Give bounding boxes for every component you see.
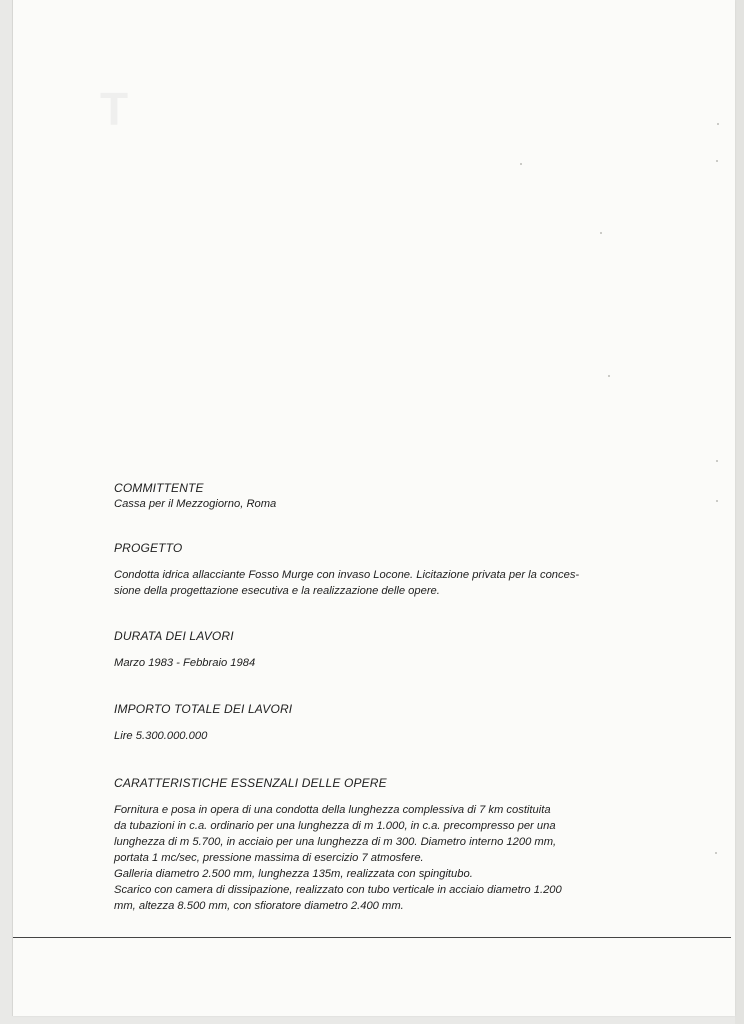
paper-speck bbox=[715, 852, 717, 854]
paper-speck bbox=[717, 123, 719, 125]
paper-speck bbox=[716, 160, 718, 162]
body-line: mm, altezza 8.500 mm, con sfioratore diametro 2.400 mm. bbox=[114, 900, 404, 912]
section-importo-totale bbox=[114, 701, 656, 744]
bottom-divider bbox=[13, 937, 731, 938]
section-body bbox=[114, 496, 656, 512]
section-body bbox=[114, 728, 656, 744]
section-body bbox=[114, 802, 656, 914]
section-caratteristiche bbox=[114, 775, 656, 914]
section-durata-lavori bbox=[114, 628, 656, 671]
body-line: Galleria diametro 2.500 mm, lunghezza 135m, realizzata con spingitubo. bbox=[114, 868, 473, 880]
body-line: sione della progettazione esecutiva e la realizzazione delle opere. bbox=[114, 585, 440, 597]
section-heading: DURATA DEI LAVORI bbox=[114, 629, 234, 643]
page-right-shadow bbox=[735, 0, 744, 1024]
body-line: portata 1 mc/sec, pressione massima di esercizio 7 atmosfere. bbox=[114, 852, 424, 864]
paper-speck bbox=[716, 460, 718, 462]
body-line: Lire 5.300.000.000 bbox=[114, 730, 208, 742]
body-line: lunghezza di m 5.700, in acciaio per una lunghezza di m 300. Diametro interno 1200 mm, bbox=[114, 836, 557, 848]
section-heading: CARATTERISTICHE ESSENZALI DELLE OPERE bbox=[114, 776, 387, 790]
body-line: Marzo 1983 - Febbraio 1984 bbox=[114, 657, 256, 669]
paper-speck bbox=[608, 375, 610, 377]
section-committente bbox=[114, 480, 656, 512]
section-body bbox=[114, 567, 656, 599]
paper-speck bbox=[520, 163, 522, 165]
body-line: Fornitura e posa in opera di una condotta della lunghezza complessiva di 7 km costituita bbox=[114, 804, 551, 816]
document-content bbox=[114, 480, 656, 914]
section-heading: COMMITTENTE bbox=[114, 481, 204, 495]
body-line: Condotta idrica allacciante Fosso Murge con invaso Locone. Licitazione privata per la conces- bbox=[114, 569, 580, 581]
section-progetto bbox=[114, 540, 656, 599]
page-left-edge bbox=[12, 0, 13, 1016]
section-heading: PROGETTO bbox=[114, 541, 183, 555]
paper-speck bbox=[716, 500, 718, 502]
body-line: da tubazioni in c.a. ordinario per una lunghezza di m 1.000, in c.a. precompresso per una bbox=[114, 820, 556, 832]
body-line: Scarico con camera di dissipazione, realizzato con tubo verticale in acciaio diametro 1.200 bbox=[114, 884, 562, 896]
section-heading: IMPORTO TOTALE DEI LAVORI bbox=[114, 702, 293, 716]
section-body bbox=[114, 655, 656, 671]
faint-bleedthrough-mark: T bbox=[100, 83, 129, 135]
paper-speck bbox=[600, 232, 602, 234]
body-line: Cassa per il Mezzogiorno, Roma bbox=[114, 498, 277, 510]
